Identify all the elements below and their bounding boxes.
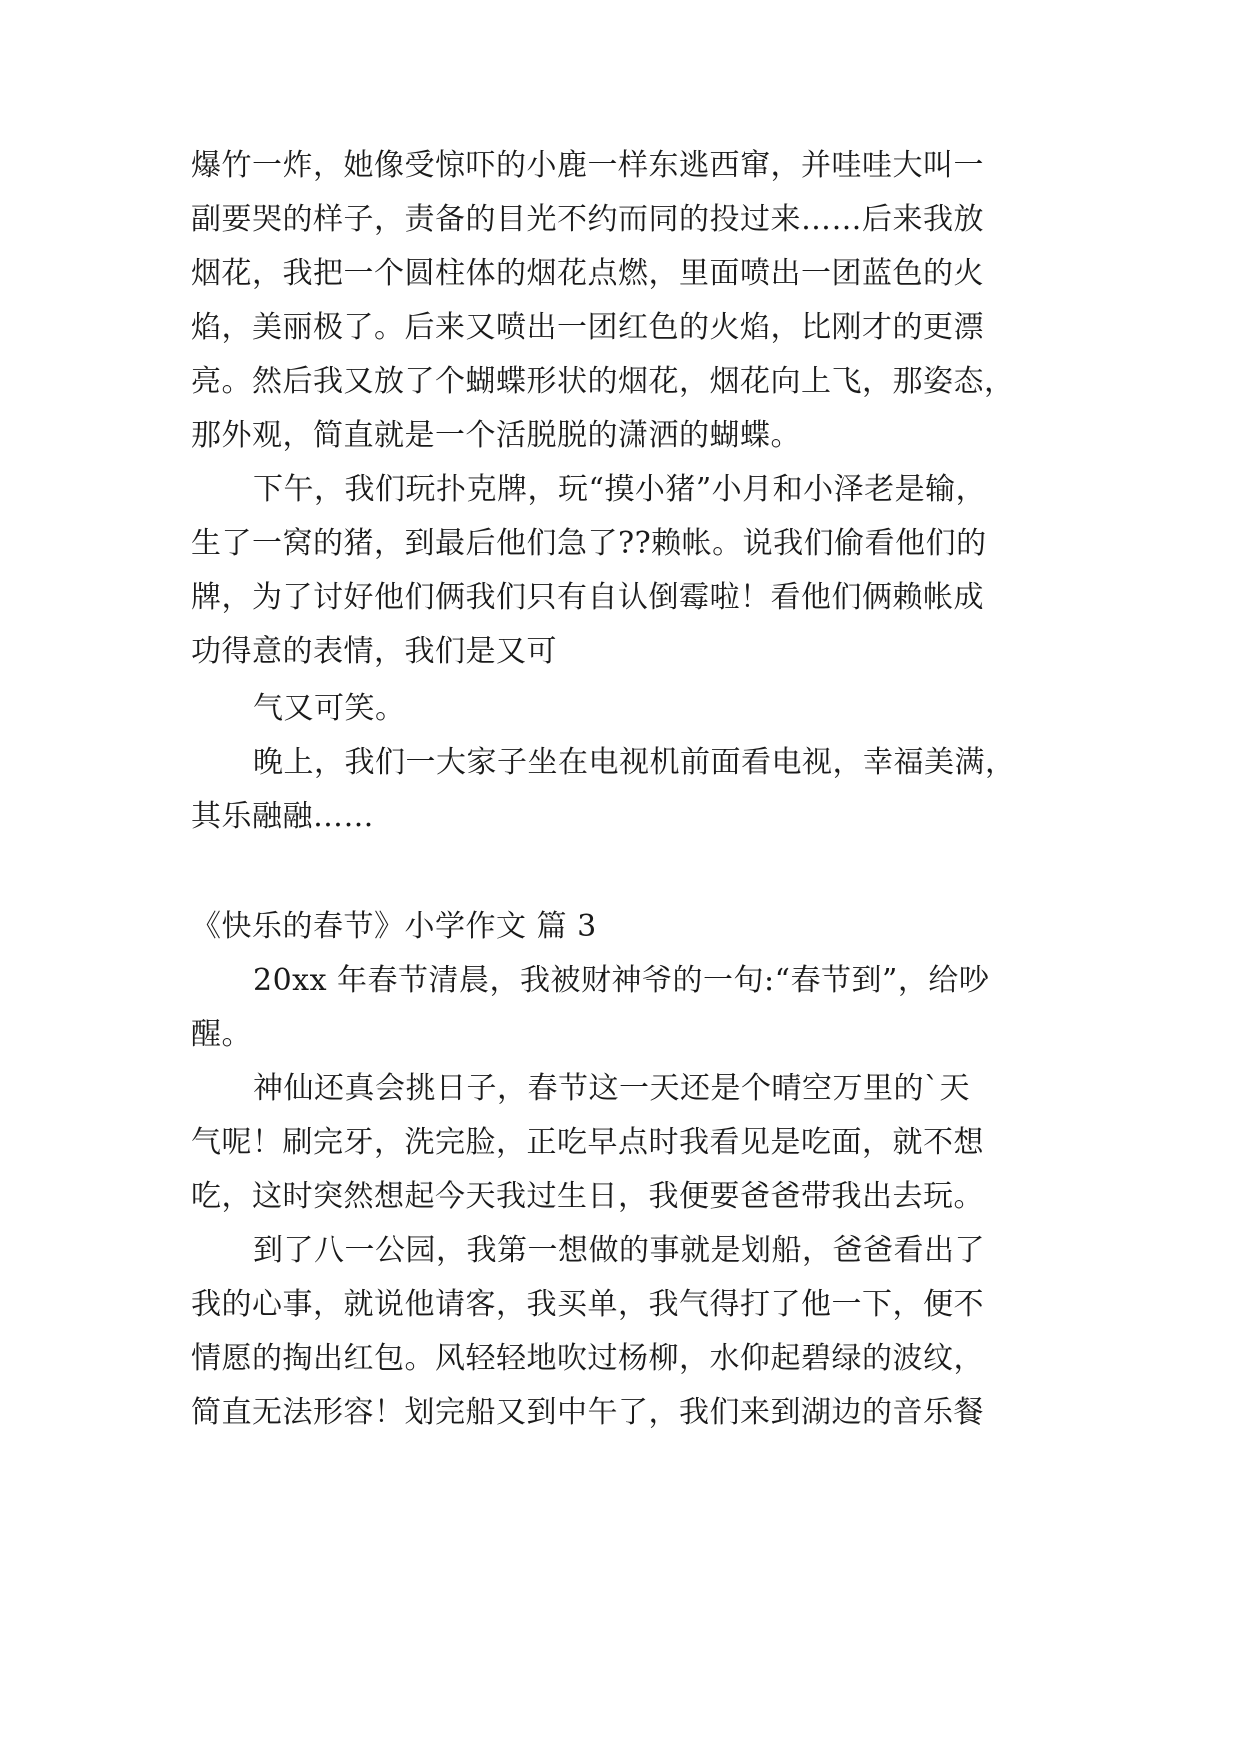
text-line: 副要哭的样子，责备的目光不约而同的投过来……后来我放: [191, 202, 984, 237]
text-line: 功得意的表情，我们是又可: [191, 634, 557, 669]
text-line: 我的心事，就说他请客，我买单，我气得打了他一下，便不: [191, 1287, 984, 1322]
text-line: 醒。: [191, 1017, 252, 1052]
text-line: 牌，为了讨好他们俩我们只有自认倒霉啦！看他们俩赖帐成: [191, 580, 984, 615]
text-line: 神仙还真会挑日子，春节这一天还是个晴空万里的`天: [253, 1071, 970, 1106]
text-line: 到了八一公园，我第一想做的事就是划船，爸爸看出了: [253, 1233, 985, 1268]
text-line: 其乐融融……: [191, 799, 374, 834]
text-line: 亮。然后我又放了个蝴蝶形状的烟花，烟花向上飞，那姿态，: [191, 364, 1015, 399]
section-heading: 《快乐的春节》小学作文 篇 3: [191, 909, 597, 944]
text-line: 那外观，简直就是一个活脱脱的潇洒的蝴蝶。: [191, 418, 801, 453]
text-line: 情愿的掏出红包。风轻轻地吹过杨柳，水仰起碧绿的波纹，: [191, 1341, 984, 1376]
text-line: 爆竹一炸，她像受惊吓的小鹿一样东逃西窜，并哇哇大叫一: [191, 148, 984, 183]
text-line: 气呢！刷完牙，洗完脸，正吃早点时我看见是吃面，就不想: [191, 1125, 984, 1160]
text-line: 晚上，我们一大家子坐在电视机前面看电视，幸福美满，: [253, 745, 1016, 780]
text-line: 20xx 年春节清晨，我被财神爷的一句:“春节到”，给吵: [253, 963, 990, 998]
text-line: 生了一窝的猪，到最后他们急了??赖帐。说我们偷看他们的: [191, 526, 987, 561]
text-line: 吃，这时突然想起今天我过生日，我便要爸爸带我出去玩。: [191, 1179, 984, 1214]
text-line: 下午，我们玩扑克牌，玩“摸小猪”小月和小泽老是输，: [253, 472, 987, 507]
text-line: 焰，美丽极了。后来又喷出一团红色的火焰，比刚才的更漂: [191, 310, 984, 345]
text-line: 简直无法形容！划完船又到中午了，我们来到湖边的音乐餐: [191, 1395, 984, 1430]
text-line: 气又可笑。: [253, 691, 406, 726]
text-line: 烟花，我把一个圆柱体的烟花点燃，里面喷出一团蓝色的火: [191, 256, 984, 291]
